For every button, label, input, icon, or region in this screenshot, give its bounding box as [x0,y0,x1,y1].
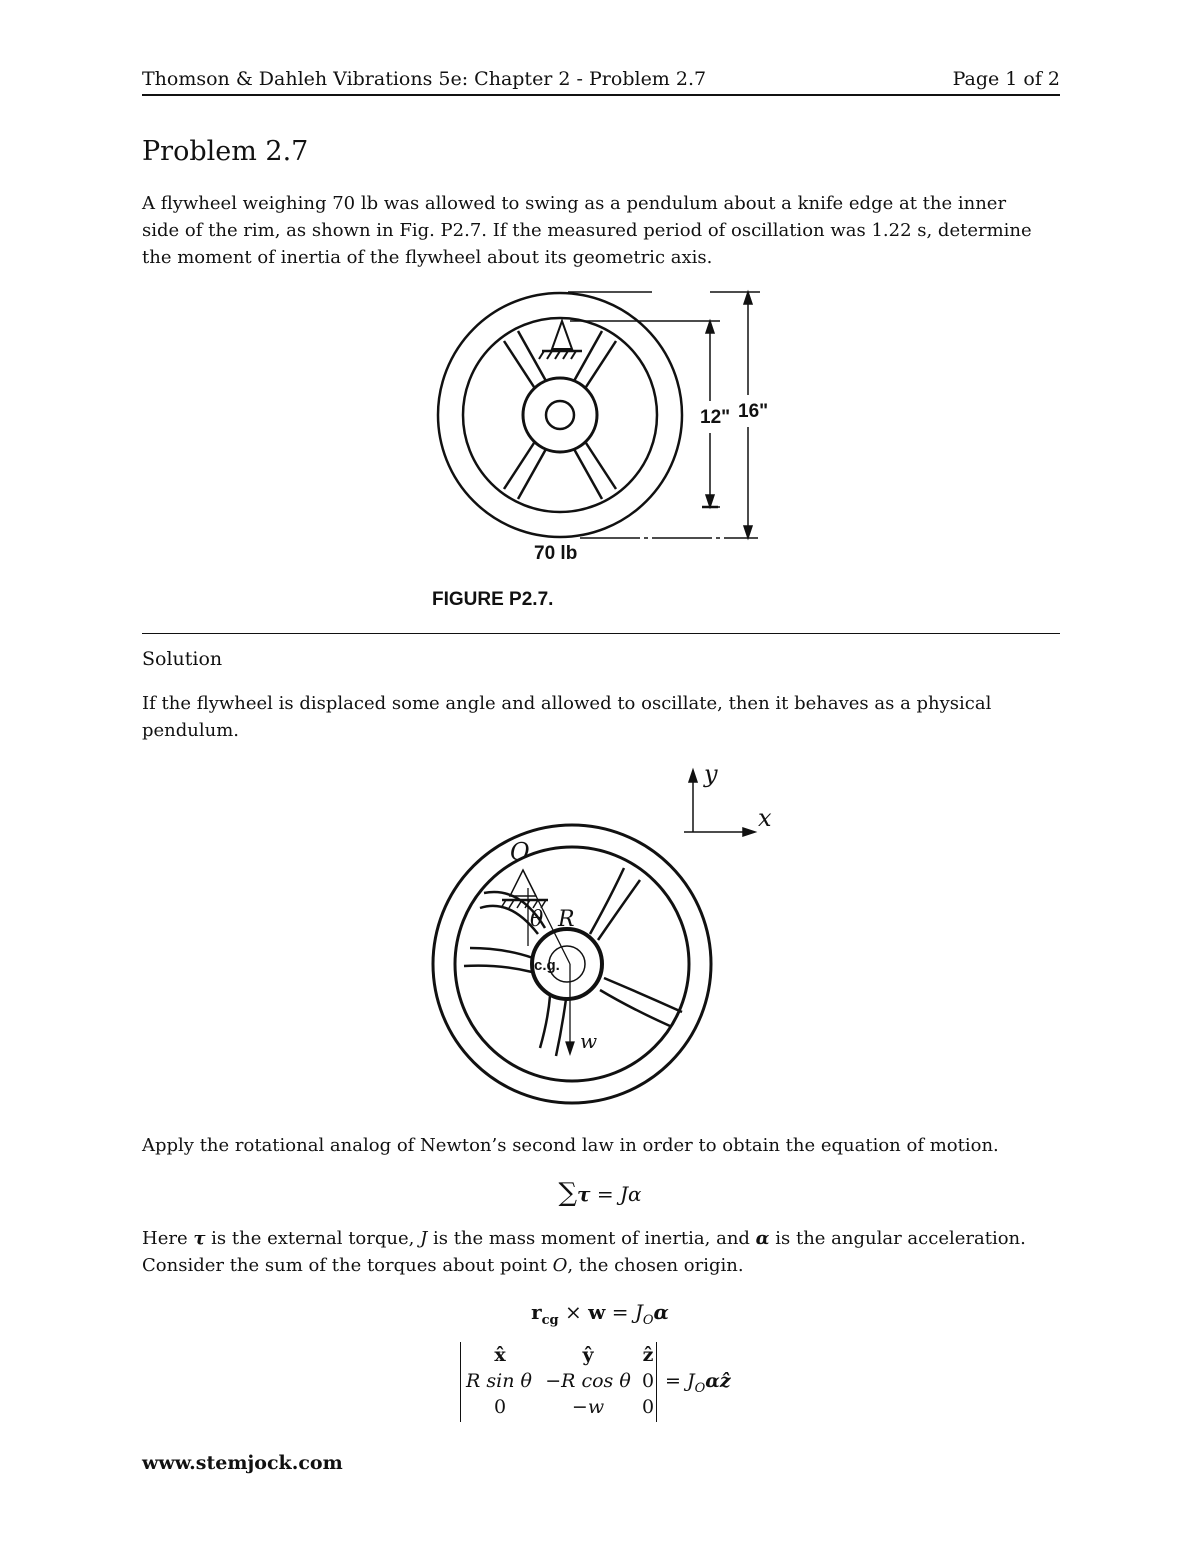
matrix-r1-c3: ẑ [642,1344,654,1366]
problem-line-3: the moment of inertia of the flywheel about its geometric axis. [142,247,713,268]
coordinate-axes [684,770,755,836]
problem-line-1: A flywheel weighing 70 lb was allowed to swing as a pendulum about a knife edge at the inner [142,193,1007,214]
cg-label: c.g. [534,957,560,974]
here-tau: τ [193,1228,206,1249]
consider-text-2: , the chosen origin. [567,1255,744,1276]
eq2-J: J [634,1300,643,1324]
page-header [142,68,1060,96]
consider-O: O [552,1255,568,1276]
inner-rim [463,318,657,512]
spoke [574,449,602,499]
eq2-sub-cg: cg [541,1313,559,1328]
eq1-tau: τ [577,1182,591,1206]
matrix-r3-c1: 0 [493,1396,507,1418]
matrix-r1-c1: x̂ [494,1344,506,1366]
figure-p2-7 [420,283,800,623]
hub [523,378,597,452]
eq2-equals: = [605,1300,635,1324]
footer-website: www.stemjock.com [142,1452,343,1474]
here-text-2: is the external torque, [205,1228,421,1249]
flywheel-figure-svg [420,283,800,623]
spoke [574,331,602,381]
here-text-4: is the angular acceleration. [769,1228,1026,1249]
outer-rim [438,293,682,537]
eq2-sub-O: O [642,1313,654,1328]
solution-rule [142,633,1060,634]
matrix-r1-c2: ŷ [582,1344,594,1366]
header-rule [142,94,1060,96]
knife-edge-support [539,321,582,359]
weight-label: 70 lb [534,543,578,564]
definitions-paragraph [142,1225,1062,1279]
rhs-alpha-z: αẑ [705,1370,731,1392]
eq2-alpha: α [653,1300,669,1324]
spoke [504,443,534,489]
outer-rim [433,825,711,1103]
matrix-r3-c3: 0 [641,1396,655,1418]
sum-symbol: ∑ [558,1178,578,1208]
figure-caption: FIGURE P2.7. [432,589,554,610]
x-axis-label: x [758,804,772,832]
eq1-J: J [619,1182,629,1206]
here-text-3: is the mass moment of inertia, and [427,1228,756,1249]
origin-label: O [510,838,530,866]
solution-heading: Solution [142,648,223,670]
weight-label: w [580,1029,598,1053]
rhs-sub-O: O [694,1380,706,1396]
eq2-r: r [531,1300,542,1324]
equation-torque-cross [0,1300,1200,1328]
dim-inner-label: 12" [700,407,731,428]
matrix-r3-c2: −w [571,1396,605,1418]
eq2-w: w [588,1300,606,1324]
matrix-r2-c3: 0 [641,1370,655,1392]
theta-label: θ [530,907,544,932]
determinant-rhs [665,1370,731,1396]
apply-paragraph: Apply the rotational analog of Newton’s second law in order to obtain the equation of motion. [142,1135,999,1156]
eq2-cross: × [558,1300,589,1324]
y-axis-label: y [704,760,718,788]
axle [546,401,574,429]
solution-intro-line-2: pendulum. [142,720,240,741]
rhs-equals-J: = J [665,1370,695,1392]
dim-outer-label: 16" [738,401,769,422]
spoke [586,341,616,387]
consider-text-1: Consider the sum of the torques about point [142,1255,553,1276]
free-body-figure [420,758,800,1108]
definitions-line [142,1225,1062,1252]
eq1-equals: = [590,1182,620,1206]
solution-intro [142,690,1062,744]
matrix-r2-c1: R sin θ [466,1370,532,1392]
determinant-left-bar [460,1342,461,1422]
equation-newton-rotational [0,1178,1200,1208]
here-J: J [420,1228,428,1249]
header-page-number: Page 1 of 2 [952,68,1060,90]
problem-line-2: side of the rim, as shown in Fig. P2.7. If the measured period of oscillation was 1.22 s, determine [142,220,1032,241]
spoke [586,443,616,489]
spoke [504,341,534,387]
consider-line [142,1252,1062,1279]
free-body-svg [420,758,800,1108]
header-title: Thomson & Dahleh Vibrations 5e: Chapter 2 - Problem 2.7 [142,68,707,90]
here-alpha: α [755,1228,770,1249]
problem-statement [142,190,1062,271]
eq1-alpha: α [628,1182,642,1206]
problem-title: Problem 2.7 [142,136,309,167]
solution-intro-line-1: If the flywheel is displaced some angle and allowed to oscillate, then it behaves as a physical [142,693,992,714]
determinant-equation [460,1342,790,1422]
matrix-r2-c2: −R cos θ [545,1370,631,1392]
radius-label: R [558,907,575,932]
here-text-1: Here [142,1228,194,1249]
spoke [518,449,546,499]
curved-spokes [464,868,682,1056]
